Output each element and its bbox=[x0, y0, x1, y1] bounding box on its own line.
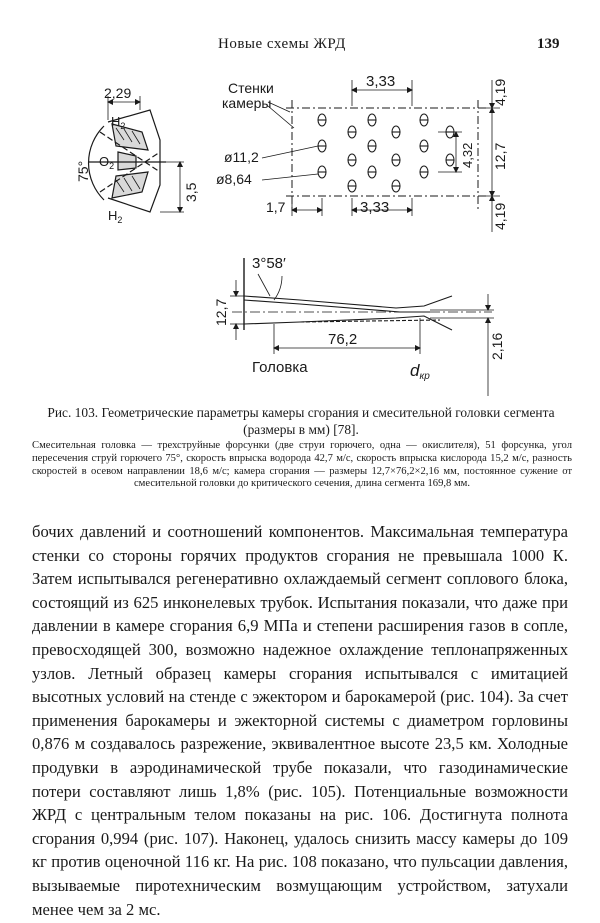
running-title: Новые схемы ЖРД bbox=[218, 36, 346, 52]
label-walls-line1: Стенки bbox=[228, 80, 274, 96]
dim-76-2: 76,2 bbox=[328, 331, 358, 348]
page-number: 139 bbox=[537, 36, 560, 52]
dim-3-33-top: 3,33 bbox=[366, 73, 396, 90]
angle-3-58: 3°58′ bbox=[252, 255, 286, 272]
dim-12-7-right: 12,7 bbox=[492, 142, 508, 170]
label-h2-bottom: $H_2$ bbox=[108, 208, 123, 225]
figure-caption: Рис. 103. Геометрические параметры камеры сгорания и смесительной головки сегмента (размеры в мм) [78]. bbox=[47, 405, 555, 437]
dim-1-7: 1,7 bbox=[266, 199, 286, 215]
dim-4-19-bottom: 4,19 bbox=[492, 202, 508, 230]
dim-3-33-bottom: 3,33 bbox=[360, 199, 390, 216]
label-head: Головка bbox=[252, 359, 308, 376]
dim-2-16: 2,16 bbox=[489, 332, 505, 360]
body-paragraph: бочих давлений и соотношений компонентов. Максимальная температура стенки со стороны горячих продуктов сгорания не превышала 1000 К. Затем испытывался регенеративно охлаждаемый сегмент соплового блока, состоящий из 625 инконелевых трубок. Испытания показали, что даже при давлении в камере сгорания 6,9 МПа и степени расширения газов в сопле, превосходящей 300, возможно надежное охлаждение теплонапряженных узлов. Летный образец камеры сгорания испытывался с имитацией высотных условий на стенде с эжектором и барокамерой (рис. 104). За счет применения барокамеры и эжекторной системы с диаметром горловины 0,876 м создавалось разрежение, эквивалентное высоте 23,5 км. Холодные продувки в аэродинамической трубе показали, что газодинамические потери составляют лишь 1,8% (рис. 105). Потенциальные возможности ЖРД с центральным телом показаны на рис. 106. Достигнута полнота сгорания 0,994 (рис. 107). Наконец, удалось снизить массу камеры до 109 кг против оценочной 116 кг. На рис. 108 показано, что пульсации давления, вызываемые пиротехническим возмущающим устройством, затухали менее чем за 2 мс. bbox=[32, 522, 568, 919]
dim-4-32: 4,32 bbox=[460, 142, 475, 168]
figure-legend: Смесительная головка — трехструйные форсунки (две струи горючего, одна — окислителя), 51 форсунка, угол пересечения струй горючего 75°, скорость впрыска водорода 42,7 м/с, скорость впрыска кислорода 15,2 м/с, разность скоростей в осевом направлении 18,6 м/с; камера сгорания — размеры 12,7×76,2×2,16 мм, постоянное сужение от смесительной головки до критического сечения, длина сегмента 169,8 мм. bbox=[32, 440, 572, 490]
label-throat: dкр bbox=[410, 361, 430, 382]
angle-75: 75° bbox=[75, 160, 91, 182]
label-hole-8-64: ø8,64 bbox=[216, 171, 252, 187]
label-o2: $O_2$ bbox=[99, 154, 115, 171]
label-hole-11-2: ø11,2 bbox=[224, 149, 259, 165]
label-h2-top: $H_2$ bbox=[111, 114, 126, 131]
dim-2-29: 2,29 bbox=[104, 85, 132, 101]
dim-3-5: 3,5 bbox=[183, 182, 199, 202]
injector-holes bbox=[318, 114, 454, 192]
label-walls-line2: камеры bbox=[222, 95, 272, 111]
dim-12-7-left: 12,7 bbox=[213, 298, 229, 326]
figure-103 bbox=[0, 0, 600, 400]
dim-4-19-top: 4,19 bbox=[492, 78, 508, 106]
